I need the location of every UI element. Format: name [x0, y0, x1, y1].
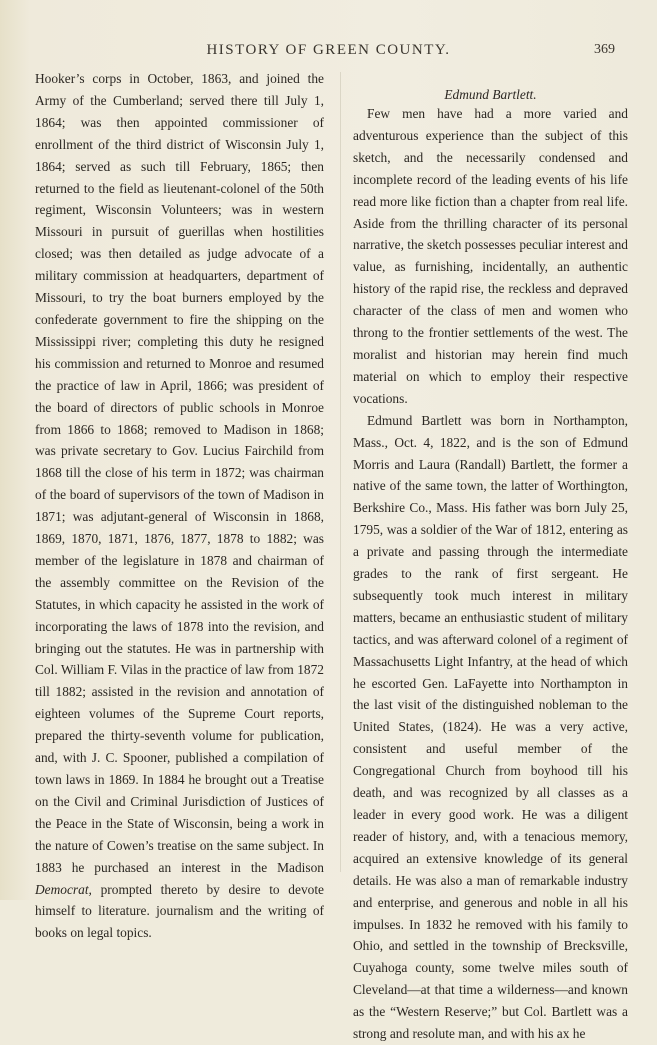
right-column — [353, 86, 628, 1045]
right-paragraph-intro: Few men have had a more varied and adventurous experience than the subject of this sketch, and the necessarily condensed and incomplete record of the leading events of his life read more like fiction than a chapter from real life. Aside from the thrilling character of its personal narrative, the sketch possesses peculiar interest and value, as furnishing, incidentally, an authentic history of the rapid rise, the reckless and depraved character of the class of men and women who throng to the frontier settlements of the west. The moralist and historian may herein find much material on which to employ their respective vocations. — [353, 106, 628, 406]
left-paragraph-text-end: prompted thereto by desire to devote himself to literature. journalism and the writing of books on legal topics. — [35, 881, 324, 941]
left-paragraph-italic-title: Democrat, — [35, 881, 92, 897]
section-heading: Edmund Bartlett. — [444, 87, 537, 102]
column-gutter — [340, 72, 341, 872]
left-paragraph-text: Hooker’s corps in October, 1863, and joined the Army of the Cumberland; served there till July 1, 1864; was then appointed commissioner of enrollment of the third district of Wisconsin July 1, 1864; served as such till February, 1865; then returned to the field as lieutenant-colonel of the 50th regiment, Wisconsin Volunteers; was in western Missouri in pursuit of guerillas when hostilities closed; was then detailed as judge advocate of a military commission at headquarters, department of Missouri, to try the boat burners employed by the confederate government to fire the shipping on the Mississippi river; completing this duty he resigned his commission and returned to Monroe and resumed the practice of law in April, 1866; was president of the board of directors of public schools in Monroe from 1866 to 1868; removed to Madison in 1868; was private secretary to Gov. Lucius Fairchild from 1868 till the close of his term in 1872; was chairman of the board of supervisors of the town of Madison in 1871; was adjutant-general of Wisconsin in 1868, 1869, 1870, 1871, 1876, 1877, 1878 to 1882; was member of the legislature in 1878 and chairman of the assembly committee on the Revision of the Statutes, in which capacity he assisted in the work of incorporating the laws of 1878 into the revision, and bringing out the statutes. He was in partnership with Col. William F. Vilas in the practice of law from 1872 till 1882; assisted in the revision and annotation of eighteen volumes of the Supreme Court reports, prepared the thirty-seventh volume for publication, and, with J. C. Spooner, published a compilation of town laws in 1869. In 1884 he brought out a Treatise on the Civil and Criminal Jurisdiction of Justices of the Peace in the State of Wisconsin, being a work in the nature of Cowen’s treatise on the same subject. In 1883 he purchased an interest in the Madison — [35, 71, 324, 875]
right-paragraph-biography: Edmund Bartlett was born in Northampton, Mass., Oct. 4, 1822, and is the son of Edmund Morris and Laura (Randall) Bartlett, the former a native of the same town, the latter of Worthington, Berkshire Co., Mass. His father was born July 25, 1795, was a soldier of the War of 1812, entering as a private and passing through the intermediate grades to the rank of first sergeant. He subsequently took much interest in military matters, became an enthusiastic student of military tactics, and was afterward colonel of a regiment of Massachusetts Light Infantry, at the head of which he escorted Gen. LaFayette into Northampton in the last visit of the distinguished nobleman to the United States, (1824). He was a very active, consistent and useful member of the Congregational Church from boyhood till his death, and was recognized by all classes as a leader in every good work. He was a diligent reader of history, and, with a tenacious memory, acquired an extensive knowledge of its general details. He was also a man of remarkable industry and enterprise, and generous and noble in all his impulses. In 1832 he removed with his family to Ohio, and settled in the township of Brecksville, Cuyahoga county, some twelve miles south of Cleveland—at that time a wilderness—and known as the “Western Reserve;” but Col. Bartlett was a strong and resolute man, and with his ax he — [353, 412, 628, 1042]
left-column — [35, 68, 324, 944]
running-header-title: HISTORY OF GREEN COUNTY. — [206, 42, 451, 58]
page-number: 369 — [594, 42, 615, 57]
left-column-paragraph — [35, 68, 324, 944]
